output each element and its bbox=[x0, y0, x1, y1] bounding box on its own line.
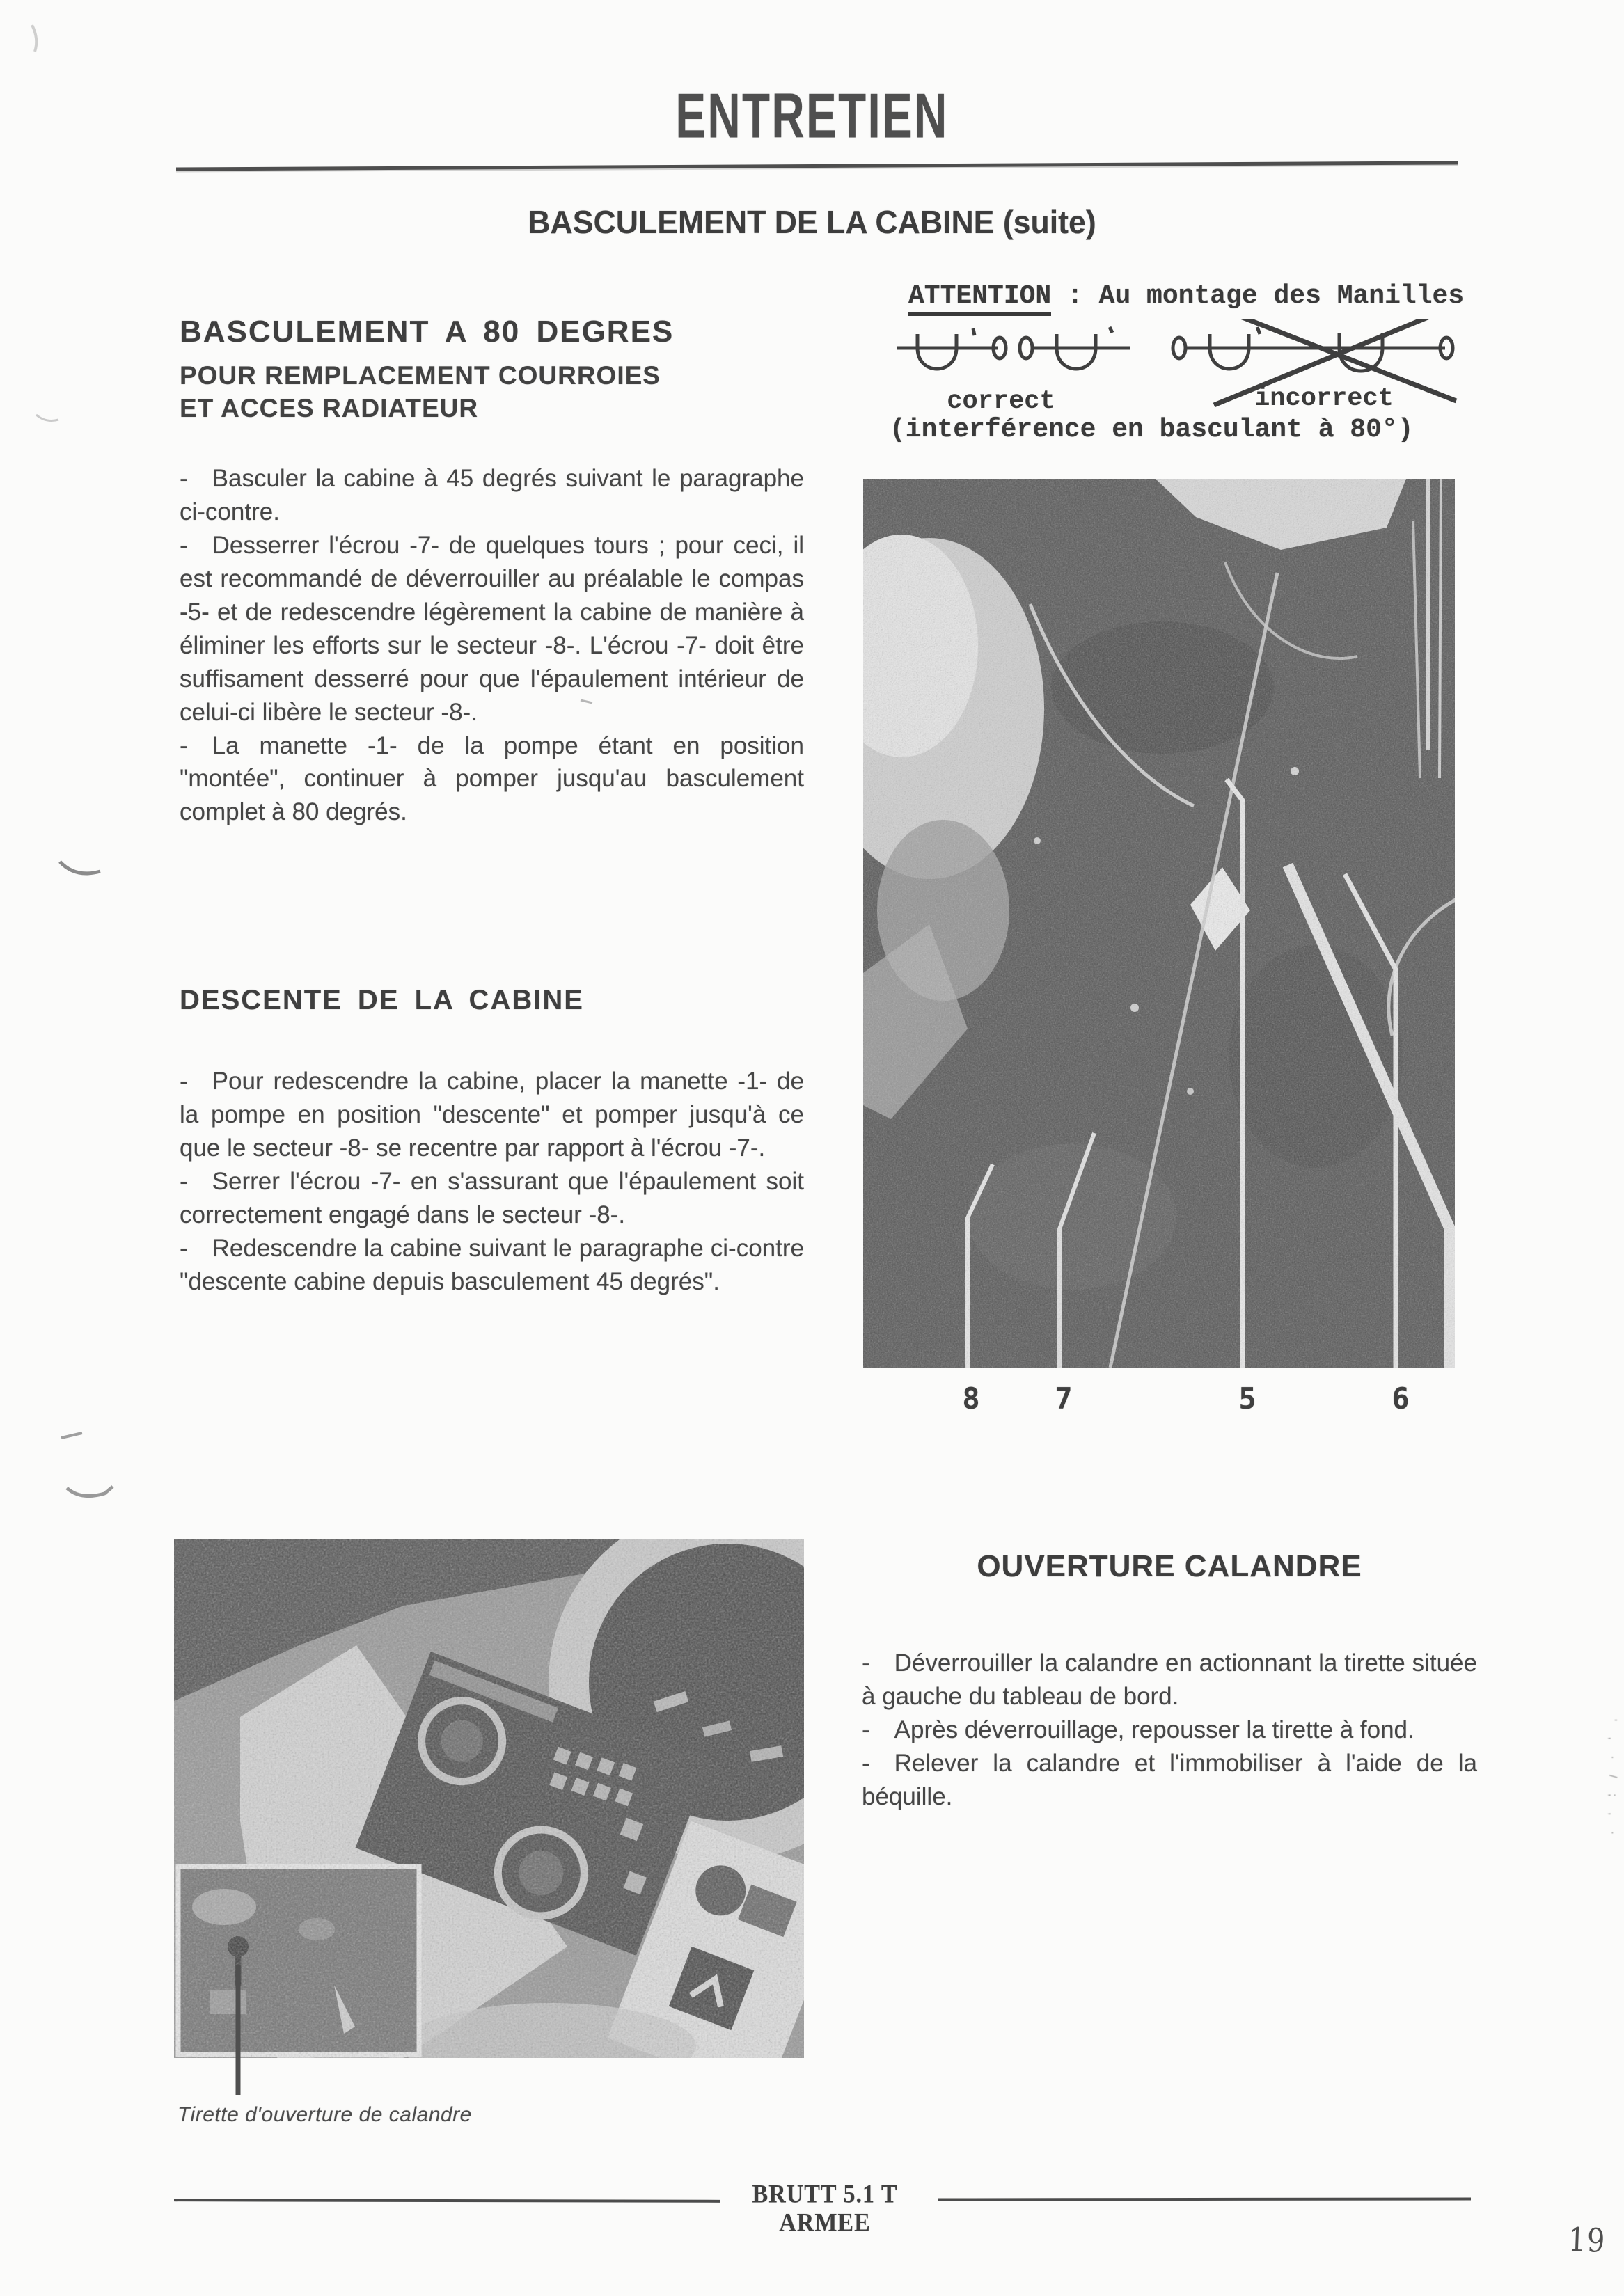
paragraph: - Après déverrouillage, repousser la tirette à fond. bbox=[862, 1716, 1414, 1743]
section-title: DESCENTE DE LA CABINE bbox=[180, 985, 584, 1015]
footer-title: BRUTT 5.1 T ARMEE bbox=[752, 2180, 898, 2237]
page-title: ENTRETIEN bbox=[675, 80, 949, 151]
paragraph: - Relever la calandre et l'immobiliser à l'aide de la béquille. bbox=[862, 1749, 1477, 1810]
attention-note-header bbox=[908, 281, 1486, 311]
section-ouverture-body bbox=[862, 1647, 1477, 1814]
correct-label: correct bbox=[947, 387, 1055, 416]
incorrect-label: incorrect bbox=[1254, 384, 1394, 413]
shackle-mounting-diagram bbox=[895, 319, 1466, 416]
footer-rule-left bbox=[174, 2199, 720, 2203]
section-subtitle-1: POUR REMPLACEMENT COURROIES bbox=[180, 361, 661, 390]
pen-mark bbox=[36, 415, 58, 420]
shackle-correct-diagram bbox=[897, 327, 1130, 369]
pen-mark bbox=[32, 25, 36, 52]
photo-label-8: 8 bbox=[962, 1381, 980, 1416]
paragraph: - Basculer la cabine à 45 degrés suivant le paragraphe ci-contre. bbox=[180, 465, 804, 525]
section-heading: BASCULEMENT DE LA CABINE (suite) bbox=[528, 204, 1096, 240]
attention-text: : Au montage des Manilles bbox=[1051, 281, 1465, 311]
footer-rule-right bbox=[938, 2197, 1471, 2201]
paragraph: - Desserrer l'écrou -7- de quelques tours ; pour ceci, il est recommandé de déverrouiller au préalable le compas -5- et de redescendre légèrement la cabine de manière à éliminer les efforts sur le secteur -8-. L'écrou -7- doit être suffisament desserré pour que l'épaulement intérieur de celui-ci libère le secteur -8-. bbox=[180, 531, 804, 726]
section-descente bbox=[180, 985, 820, 1016]
section-basculement-80-body bbox=[180, 462, 804, 829]
photo-label-7: 7 bbox=[1055, 1381, 1073, 1416]
page-number: 19 bbox=[1567, 2221, 1607, 2261]
paragraph: - Déverrouiller la calandre en actionnant la tirette située à gauche du tableau de bord. bbox=[862, 1649, 1477, 1710]
section-basculement-80 bbox=[180, 315, 820, 425]
photo-caption: Tirette d'ouverture de calandre bbox=[178, 2103, 472, 2126]
paragraph: - La manette -1- de la pompe étant en position "montée", continuer à pomper jusqu'au basculement complet à 80 degrés. bbox=[180, 731, 804, 826]
paragraph: - Serrer l'écrou -7- en s'assurant que l'épaulement soit correctement engagé dans le secteur -8-. bbox=[180, 1167, 804, 1228]
section-ouverture-calandre: OUVERTURE CALANDRE bbox=[977, 1549, 1362, 1583]
machinery-photo bbox=[863, 479, 1455, 1368]
attention-label: ATTENTION bbox=[908, 281, 1051, 316]
photo-label-6: 6 bbox=[1392, 1381, 1410, 1416]
section-subtitle-2: ET ACCES RADIATEUR bbox=[180, 394, 479, 423]
paragraph: - Pour redescendre la cabine, placer la manette -1- de la pompe en position "descente" et pomper jusqu'à ce que le secteur -8- se recentre par rapport à l'écrou -7-. bbox=[180, 1068, 804, 1162]
pen-mark bbox=[61, 1433, 82, 1438]
dashboard-photo bbox=[174, 1539, 804, 2100]
pen-mark bbox=[67, 1487, 113, 1496]
section-title: BASCULEMENT A 80 DEGRES bbox=[180, 315, 675, 349]
paragraph: - Redescendre la cabine suivant le paragraphe ci-contre "descente cabine depuis basculement 45 degrés". bbox=[180, 1234, 804, 1295]
pen-mark bbox=[60, 862, 100, 873]
header-rule bbox=[176, 161, 1458, 171]
section-descente-body bbox=[180, 1065, 804, 1299]
photo-label-5: 5 bbox=[1238, 1381, 1256, 1416]
attention-note: (interférence en basculant à 80°) bbox=[890, 415, 1414, 445]
scan-artifact-vertical-marks: ' , · / ; , · bbox=[1607, 1719, 1618, 1842]
